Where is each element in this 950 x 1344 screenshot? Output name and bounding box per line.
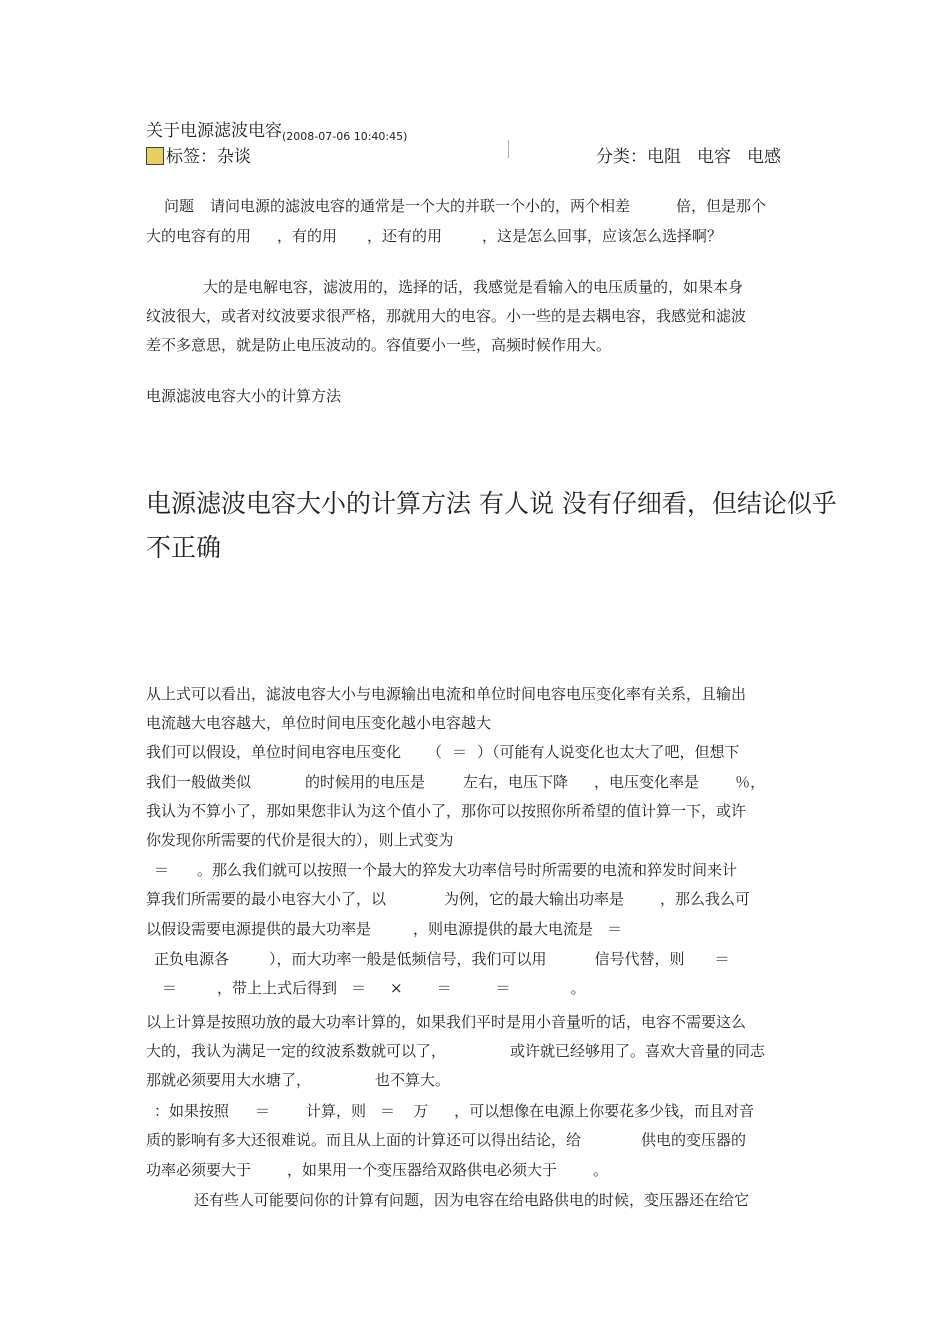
body-line (154, 1100, 754, 1121)
body-line: 电流越大电容越大，单位时间电压变化越小电容越大 (146, 714, 492, 732)
post-title-text: 关于电源滤波电容 (146, 121, 282, 141)
tag-icon (146, 147, 164, 165)
body-text: ，电压变化率是 (594, 773, 700, 791)
body-line (146, 1129, 746, 1150)
body-line: 我认为不算小了，那如果您非认为这个值小了，那你可以按照你所希望的值计算一下，或许 (146, 802, 747, 820)
question-line-2 (146, 225, 722, 246)
question-text: 倍，但是那个 (676, 197, 767, 215)
category-label: 分类： (596, 147, 647, 167)
body-text: 的时候用的电压是 (305, 773, 426, 791)
category-link-resistor[interactable]: 电阻 (647, 147, 681, 167)
question-text: ，还有的用 (367, 227, 443, 245)
header-divider (508, 140, 509, 158)
category-row (596, 142, 781, 167)
body-text: ＝ (714, 950, 730, 968)
body-line (146, 918, 622, 939)
body-text: ＝ (162, 979, 178, 997)
tag-label[interactable]: 标签：杂谈 (166, 147, 251, 167)
body-line (146, 741, 740, 762)
body-text: ）（可能有人说变化也太大了吧，但想下 (477, 743, 740, 761)
post-date: (2008-07-06 10:40:45) (282, 130, 408, 143)
body-line (146, 1159, 608, 1180)
body-text: 为例，它的最大输出功率是 (444, 890, 625, 908)
body-text: 。那么我们就可以按照一个最大的猝发大功率信号时所需要的电流和猝发时间来计 (197, 861, 738, 879)
body-text: 。 (593, 1161, 609, 1179)
body-text: ：如果按照 (154, 1102, 230, 1120)
answer-line-3: 差不多意思，就是防止电压波动的。容值要小一些，高频时候作用大。 (146, 336, 612, 354)
body-text: × (390, 979, 403, 997)
body-text: ，带上上式后得到 (217, 979, 338, 997)
body-line: 你发现你所需要的代价是很大的），则上式变为 (146, 831, 454, 849)
body-text: 大的，我认为满足一定的纹波系数就可以了， (146, 1042, 447, 1060)
body-text: 信号代替，则 (594, 950, 685, 968)
body-text: 算我们所需要的最小电容大小了，以 (146, 890, 387, 908)
section-label: 电源滤波电容大小的计算方法 (146, 387, 342, 405)
body-text: ％， (735, 773, 766, 791)
question-label: 问题 (164, 197, 195, 215)
body-line: 从上式可以看出，滤波电容大小与电源输出电流和单位时间电容电压变化率有关系，且输出 (146, 685, 747, 703)
body-text: 我们可以假设，单位时间电容电压变化 (146, 743, 402, 761)
body-text: 计算，则 (306, 1102, 367, 1120)
body-text: ＝ (495, 979, 511, 997)
category-link-inductor[interactable]: 电感 (747, 147, 781, 167)
question-text: 请问电源的滤波电容的通常是一个大的并联一个小的，两个相差 (210, 197, 631, 215)
answer-line-2: 纹波很大，或者对纹波要求很严格，那就用大的电容。小一些的是去耦电容，我感觉和滤波 (146, 307, 747, 325)
body-text: ，如果用一个变压器给双路供电必须大于 (287, 1161, 558, 1179)
body-text: ＝ (436, 979, 452, 997)
body-text: 或许就已经够用了。喜欢大音量的同志 (510, 1042, 766, 1060)
body-text: ，则电源提供的最大电流是 (413, 920, 594, 938)
body-text: ＝ (452, 743, 468, 761)
body-text: 功率必须要大于 (146, 1161, 252, 1179)
question-text: ，有的用 (277, 227, 338, 245)
body-text: （ (427, 743, 443, 761)
body-text: ＝ (607, 920, 623, 938)
body-text: 左右，电压下降 (463, 773, 569, 791)
body-text: 。 (570, 979, 586, 997)
question-text: 大的电容有的用 (146, 227, 252, 245)
body-line (146, 1040, 765, 1061)
post-title (146, 116, 407, 143)
body-text: 以假设需要电源提供的最大功率是 (146, 920, 372, 938)
body-text: ＝ (380, 1102, 396, 1120)
body-text: ＝ (351, 979, 367, 997)
big-heading (146, 482, 837, 570)
body-text: 正负电源各 (154, 950, 230, 968)
big-heading-line-2: 不正确 (146, 533, 222, 562)
question-text: ，这是怎么回事，应该怎么选择啊？ (482, 227, 723, 245)
answer-line-1: 大的是电解电容，滤波用的，选择的话，我感觉是看输入的电压质量的，如果本身 (203, 278, 744, 296)
body-text: 供电的变压器的 (641, 1131, 747, 1149)
body-line (154, 859, 737, 880)
body-line (146, 1069, 450, 1090)
body-text: ），而大功率一般是低频信号，我们可以用 (269, 950, 547, 968)
body-line (146, 888, 750, 909)
body-text: 万 (413, 1102, 429, 1120)
body-line: 还有些人可能要问你的计算有问题，因为电容在给电路供电的时候，变压器还在给它 (194, 1191, 750, 1209)
big-heading-line-1: 电源滤波电容大小的计算方法 有人说 没有仔细看，但结论似乎 (146, 489, 837, 518)
body-text: ＝ (154, 861, 170, 879)
body-text: 质的影响有多大还很难说。而且从上面的计算还可以得出结论，给 (146, 1131, 582, 1149)
category-link-capacitor[interactable]: 电容 (697, 147, 731, 167)
tag-row (146, 142, 251, 167)
body-text: 我们一般做类似 (146, 773, 252, 791)
body-line (146, 771, 765, 792)
body-text: ，可以想像在电源上你要花多少钱，而且对音 (454, 1102, 755, 1120)
body-line (154, 948, 730, 969)
body-line (162, 977, 586, 998)
body-text: 那就必须要用大水塘了， (146, 1071, 312, 1089)
question-line-1 (164, 195, 766, 216)
body-line: 以上计算是按照功放的最大功率计算的，如果我们平时是用小音量听的话，电容不需要这么 (146, 1013, 747, 1031)
body-text: ＝ (255, 1102, 271, 1120)
body-text: ，那么我么可 (660, 890, 751, 908)
body-text: 也不算大。 (375, 1071, 451, 1089)
